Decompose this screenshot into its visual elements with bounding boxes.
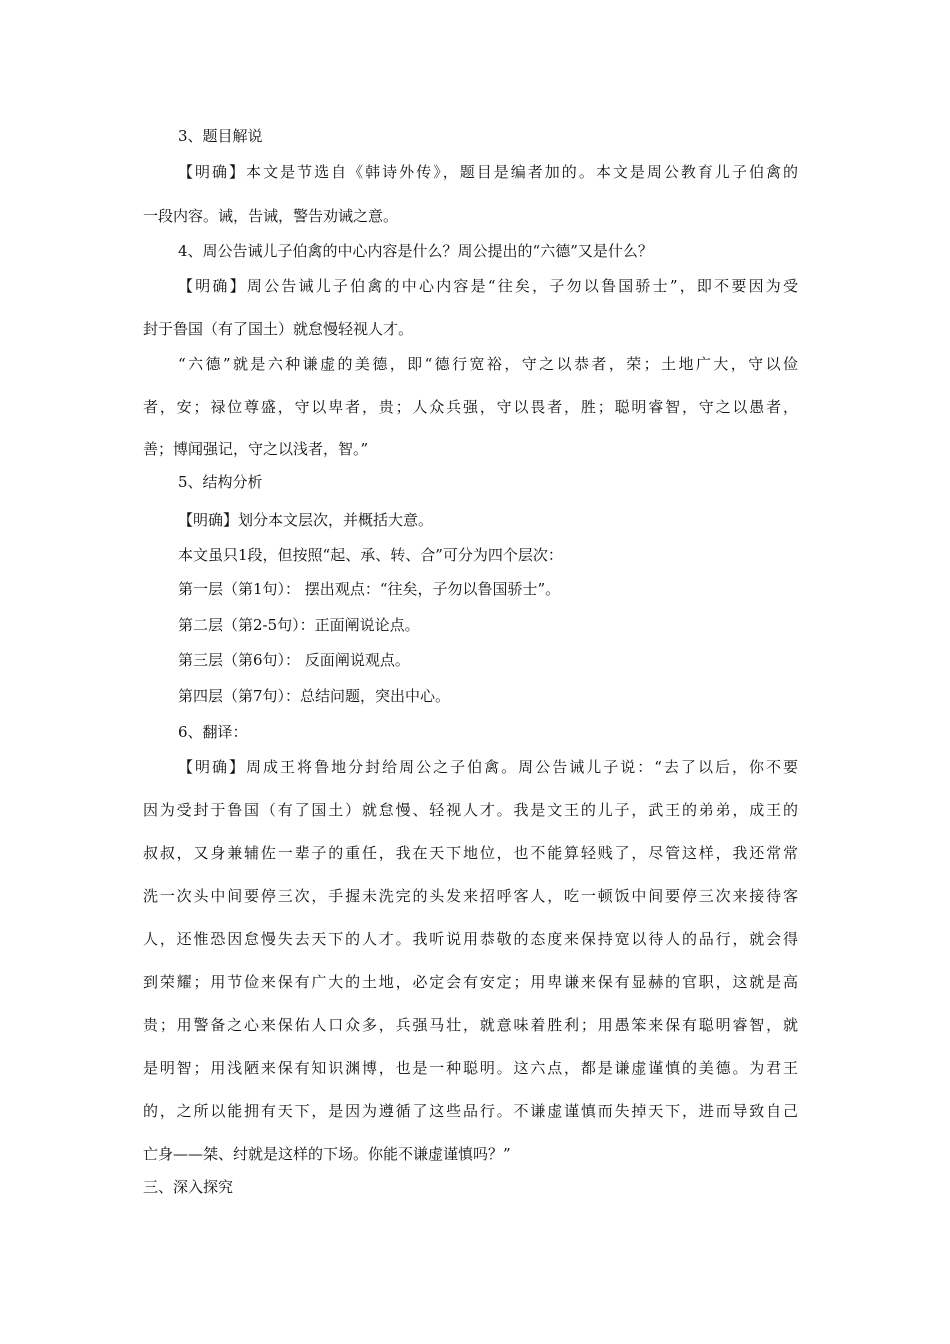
section-heading-5: 5、结构分析 <box>178 473 263 491</box>
paragraph-line: 人，还惟恐因怠慢失去天下的人才。我听说用恭敬的态度来保持宽以待人的品行，就会得 <box>143 930 798 948</box>
paragraph-line: 者，安；禄位尊盛，守以卑者，贵；人众兵强，守以畏者，胜；聪明睿智，守之以愚者， <box>143 398 798 416</box>
paragraph-line: 的，之所以能拥有天下，是因为遵循了这些品行。不谦虚谨慎而失掉天下，进而导致自己 <box>143 1102 798 1120</box>
paragraph-line: 是明智；用浅陋来保有知识渊博，也是一种聪明。这六点，都是谦虚谨慎的美德。为君王 <box>143 1059 798 1077</box>
paragraph-line: 【明确】周成王将鲁地分封给周公之子伯禽。周公告诫儿子说：“去了以后，你不要 <box>178 758 798 776</box>
paragraph-line: 因为受封于鲁国（有了国土）就怠慢、轻视人才。我是文王的儿子，武王的弟弟，成王的 <box>143 801 798 819</box>
paragraph-line: 【明确】周公告诫儿子伯禽的中心内容是“往矣，子勿以鲁国骄士”，即不要因为受 <box>178 277 798 295</box>
paragraph-line: 【明确】本文是节选自《韩诗外传》，题目是编者加的。本文是周公教育儿子伯禽的 <box>178 163 798 181</box>
section-heading-3-deep: 三、深入探究 <box>143 1178 234 1196</box>
layer-item: 第三层（第6句）： 反面阐说观点。 <box>178 651 410 669</box>
paragraph-line: 叔叔，又身兼辅佐一辈子的重任，我在天下地位，也不能算轻贱了，尽管这样，我还常常 <box>143 844 798 862</box>
section-heading-4: 4、周公告诫儿子伯禽的中心内容是什么？周公提出的“六德”又是什么？ <box>178 242 653 260</box>
paragraph-line: 亡身——桀、纣就是这样的下场。你能不谦虚谨慎吗？” <box>143 1145 511 1163</box>
layer-item: 第四层（第7句）：总结问题，突出中心。 <box>178 687 451 705</box>
paragraph-line: 一段内容。诫，告诫，警告劝诫之意。 <box>143 207 399 225</box>
layer-item: 第二层（第2-5句）：正面阐说论点。 <box>178 616 420 634</box>
layer-item: 第一层（第1句）： 摆出观点：“往矣，子勿以鲁国骄士”。 <box>178 580 561 598</box>
paragraph-line: 本文虽只1段，但按照“起、承、转、合”可分为四个层次： <box>178 546 563 564</box>
paragraph-line: 【明确】划分本文层次，并概括大意。 <box>178 511 434 529</box>
section-heading-6: 6、翻译： <box>178 723 248 741</box>
section-heading-3: 3、题目解说 <box>178 127 263 145</box>
paragraph-line: “六德”就是六种谦虚的美德，即“德行宽裕，守之以恭者，荣；土地广大，守以俭 <box>178 355 798 373</box>
paragraph-line: 封于鲁国（有了国土）就怠慢轻视人才。 <box>143 320 414 338</box>
paragraph-line: 善；博闻强记，守之以浅者，智。” <box>143 440 369 458</box>
paragraph-line: 贵；用警备之心来保佑人口众多，兵强马壮，就意味着胜利；用愚笨来保有聪明睿智，就 <box>143 1016 798 1034</box>
paragraph-line: 洗一次头中间要停三次，手握未洗完的头发来招呼客人，吃一顿饭中间要停三次来接待客 <box>143 887 798 905</box>
paragraph-line: 到荣耀；用节俭来保有广大的土地，必定会有安定；用卑谦来保有显赫的官职，这就是高 <box>143 973 798 991</box>
